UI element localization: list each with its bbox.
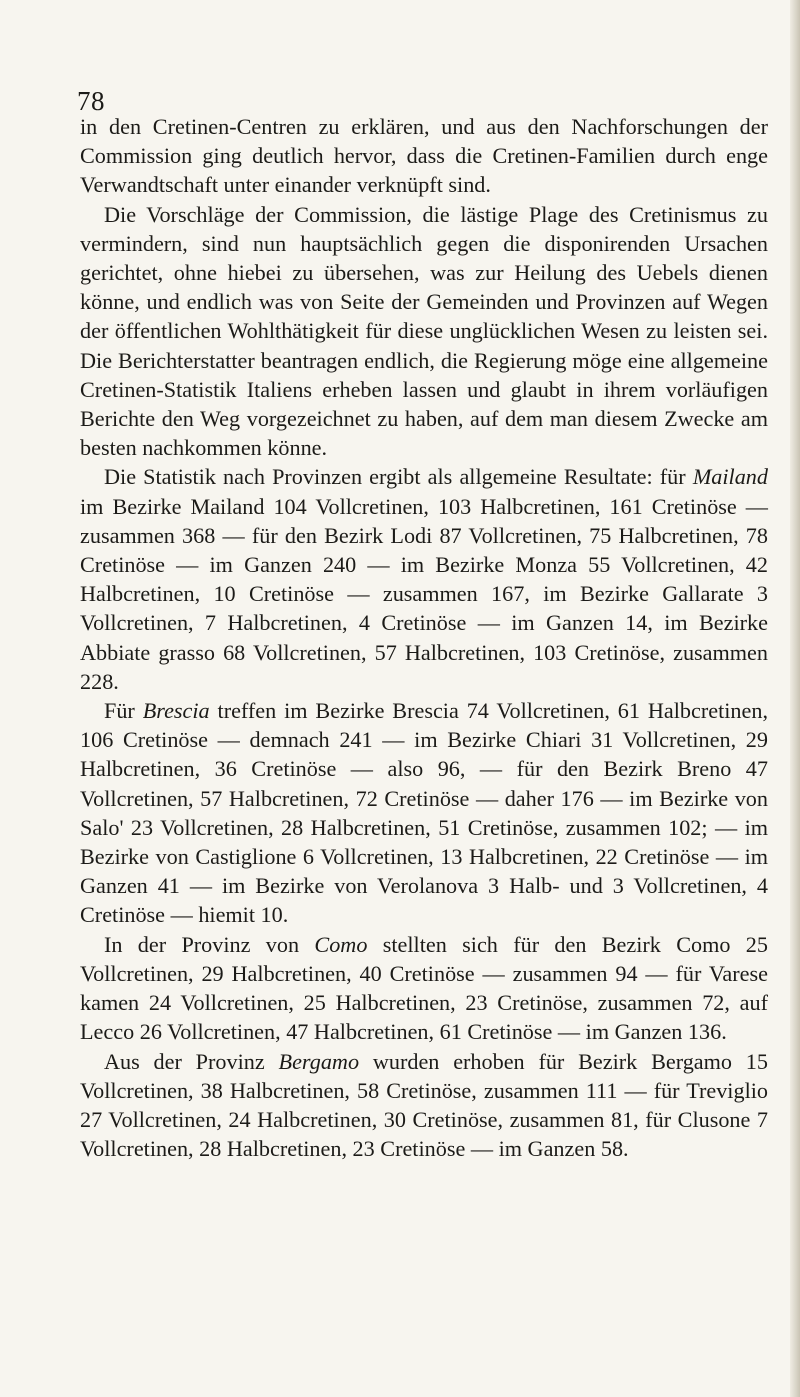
page-edge-shadow bbox=[790, 0, 800, 1397]
paragraph-1 bbox=[80, 112, 768, 200]
paragraph-6 bbox=[80, 1047, 768, 1164]
paragraph-text: Für bbox=[104, 698, 143, 724]
paragraph-text: im Bezirke Mailand 104 Vollcretinen, 103 Halbcretinen, 161 Cretinöse — zusammen 368 — für den Bezirk Lodi 87 Vollcretinen, 75 Halbcretinen, 78 Cretinöse — im Ganzen 240 — im Bezirke Monza 55 Vollcretinen, 42 Halbcretinen, 10 Cretinöse — zusammen 167, im Bezirke Gallarate 3 Vollcretinen, 7 Halbcretinen, 4 Cretinöse — im Ganzen 14, im Bezirke Abbiate grasso 68 Vollcretinen, 57 Halbcretinen, 103 Cretinöse, zusammen 228. bbox=[80, 493, 768, 694]
paragraph-text: Die Vorschläge der Commission, die lästige Plage des Cretinismus zu vermindern, sind nun hauptsächlich gegen die disponirenden Ursachen gerichtet, ohne hiebei zu übersehen, was zur Heilung des Uebels dienen könne, und endlich was von Seite der Gemeinden und Provinzen auf Wegen der öffentlichen Wohlthätigkeit für diese unglücklichen Wesen zu leisten sei. Die Berichterstatter beantragen endlich, die Regierung möge eine allgemeine Cretinen-Statistik Italiens erheben lassen und glaubt in ihrem vorläufigen Berichte den Weg vorgezeichnet zu haben, auf dem man diesem Zwecke am besten nachkommen könne. bbox=[80, 201, 768, 461]
paragraph-text: in den Cretinen-Centren zu erklären, und aus den Nachforschungen der Commission ging deutlich hervor, dass die Cretinen-Familien durch enge Verwandtschaft unter einander verknüpft sind. bbox=[80, 114, 768, 198]
emphasis-mailand: Mailand bbox=[692, 464, 768, 490]
paragraph-text: stellten sich für den Bezirk Como 25 Vollcretinen, 29 Halbcretinen, 40 Cretinöse — zusammen 94 — für Varese kamen 24 Vollcretinen, 25 Halbcretinen, 23 Cretinöse, zusammen 72, auf Lecco 26 Vollcretinen, 47 Halbcretinen, 61 Cretinöse — im Ganzen 136. bbox=[80, 931, 768, 1045]
paragraph-text: Die Statistik nach Provinzen ergibt als allgemeine Resultate: für bbox=[104, 464, 693, 490]
paragraph-4 bbox=[80, 696, 768, 930]
emphasis-como: Como bbox=[314, 931, 368, 957]
paragraph-text: Aus der Provinz bbox=[104, 1048, 279, 1074]
emphasis-brescia: Brescia bbox=[142, 698, 210, 724]
body-text bbox=[80, 112, 768, 1163]
paragraph-text: wurden erhoben für Bezirk Bergamo 15 Vollcretinen, 38 Halbcretinen, 58 Cretinöse, zusammen 111 — für Treviglio 27 Vollcretinen, 24 Halbcretinen, 30 Cretinöse, zusammen 81, für Clusone 7 Vollcretinen, 28 Halbcretinen, 23 Cretinöse — im Ganzen 58. bbox=[80, 1048, 768, 1162]
emphasis-bergamo: Bergamo bbox=[278, 1048, 360, 1074]
paragraph-3 bbox=[80, 462, 768, 696]
paragraph-5 bbox=[80, 930, 768, 1047]
page-number: 78 bbox=[77, 86, 105, 116]
paragraph-text: In der Provinz von bbox=[104, 931, 315, 957]
paragraph-2 bbox=[80, 200, 768, 463]
paragraph-text: treffen im Bezirke Brescia 74 Vollcretinen, 61 Halbcretinen, 106 Cretinöse — demnach 241 — im Bezirke Chiari 31 Vollcretinen, 29 Halbcretinen, 36 Cretinöse — also 96, — für den Bezirk Breno 47 Vollcretinen, 57 Halbcretinen, 72 Cretinöse — daher 176 — im Bezirke von Salo' 23 Vollcretinen, 28 Halbcretinen, 51 Cretinöse, zusammen 102; — im Bezirke von Castiglione 6 Vollcretinen, 13 Halbcretinen, 22 Cretinöse — im Ganzen 41 — im Bezirke von Verolanova 3 Halb- und 3 Vollcretinen, 4 Cretinöse — hiemit 10. bbox=[80, 698, 768, 928]
